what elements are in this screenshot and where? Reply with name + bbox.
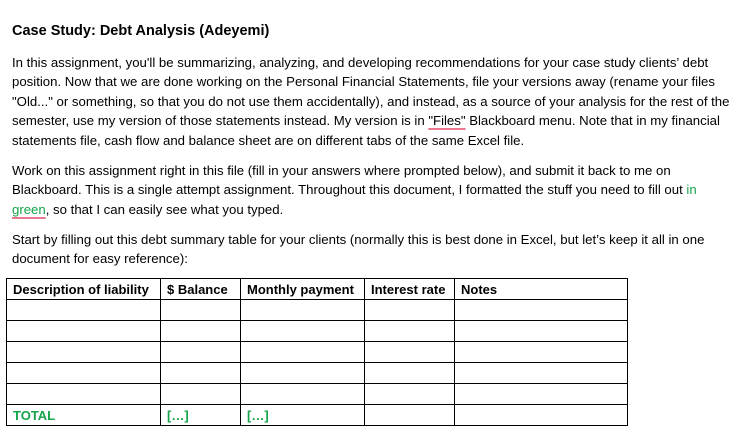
files-reference[interactable]: "Files" (428, 113, 466, 129)
table-row (7, 321, 628, 342)
intro-text-end: Blackboard menu. Note that in my financial statements file, cash flow and balance sheet are on different tabs of the same Excel file. (12, 113, 720, 148)
document-title: Case Study: Debt Analysis (Adeyemi) (12, 23, 270, 39)
total-row (7, 405, 628, 426)
instructions-paragraph (12, 161, 734, 219)
table-cell[interactable] (161, 300, 241, 321)
green-word-green: green (12, 201, 46, 217)
header-monthly-payment: Monthly payment (241, 279, 365, 300)
table-cell[interactable] (241, 321, 365, 342)
table-cell[interactable] (365, 300, 455, 321)
table-row (7, 342, 628, 363)
intro-paragraph (12, 53, 734, 150)
table-row (7, 363, 628, 384)
table-row (7, 300, 628, 321)
table-cell[interactable] (365, 321, 455, 342)
header-notes: Notes (455, 279, 628, 300)
table-cell[interactable] (7, 384, 161, 405)
table-cell[interactable] (7, 363, 161, 384)
table-cell[interactable] (455, 384, 628, 405)
table-cell[interactable] (161, 342, 241, 363)
table-row (7, 384, 628, 405)
table-cell[interactable] (455, 342, 628, 363)
table-cell[interactable] (365, 363, 455, 384)
table-cell[interactable] (7, 300, 161, 321)
debt-summary-table (6, 278, 628, 426)
table-cell[interactable] (241, 300, 365, 321)
table-cell[interactable] (161, 321, 241, 342)
total-label: TOTAL (7, 405, 161, 426)
table-cell[interactable] (7, 342, 161, 363)
table-cell[interactable] (455, 321, 628, 342)
total-interest-cell[interactable] (365, 405, 455, 426)
instructions-text-start: Work on this assignment right in this file (fill in your answers where prompted below), and submit it back to me on Blackboard. This is a single attempt assignment. Throughout this document, I formatted the stuff you need to fill out (12, 163, 687, 198)
table-cell[interactable] (161, 363, 241, 384)
green-word-in: in (686, 182, 697, 198)
table-cell[interactable] (241, 363, 365, 384)
header-description: Description of liability (7, 279, 161, 300)
table-cell[interactable] (365, 342, 455, 363)
table-cell[interactable] (241, 384, 365, 405)
header-balance: $ Balance (161, 279, 241, 300)
header-interest-rate: Interest rate (365, 279, 455, 300)
table-header-row (7, 279, 628, 300)
total-payment-placeholder[interactable]: […] (241, 405, 365, 426)
table-cell[interactable] (161, 384, 241, 405)
total-balance-placeholder[interactable]: […] (161, 405, 241, 426)
table-cell[interactable] (241, 342, 365, 363)
table-cell[interactable] (455, 300, 628, 321)
table-intro-paragraph: Start by filling out this debt summary table for your clients (normally this is best done in Excel, but let’s keep it all in one document for easy reference): (12, 232, 705, 267)
table-cell[interactable] (455, 363, 628, 384)
total-notes-cell[interactable] (455, 405, 628, 426)
instructions-text-end: , so that I can easily see what you typed. (45, 201, 284, 217)
intro-text-start: In this assignment, you'll be summarizing, analyzing, and developing recommendations for your case study clients’ debt position. Now that we are done working on the Personal Financial Statements, file your versions away (rename your files "Old..." or something, so that you do not use them accidentally), and instead, as a source of your analysis for the rest of the semester, use my version of those statements instead. My version is in (12, 55, 730, 129)
table-cell[interactable] (7, 321, 161, 342)
table-cell[interactable] (365, 384, 455, 405)
